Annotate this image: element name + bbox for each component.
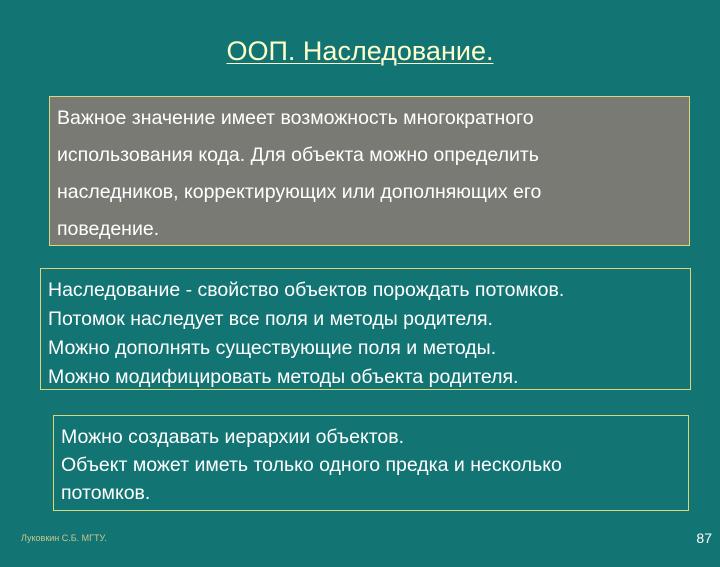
hierarchy-line-1: Можно создавать иерархии объектов. (61, 426, 405, 448)
definition-line-2: Потомок наследует все поля и методы родителя. (48, 308, 493, 330)
intro-text-box (49, 96, 690, 246)
hierarchy-line-3: потомков. (61, 482, 151, 504)
intro-line-4: поведение. (57, 218, 160, 240)
definition-line-4: Можно модифицировать методы объекта родителя. (48, 366, 519, 388)
intro-line-2: использования кода. Для объекта можно определить (57, 144, 539, 166)
definition-line-1: Наследование - свойство объектов порождать потомков. (48, 279, 565, 301)
intro-line-1: Важное значение имеет возможность многократного (57, 107, 534, 129)
hierarchy-line-2: Объект может иметь только одного предка и несколько (61, 454, 562, 476)
footer-author: Луковкин С.Б. МГТУ. (21, 533, 107, 543)
intro-line-3: наследников, корректирующих или дополняющих его (57, 181, 542, 203)
page-number: 87 (696, 530, 712, 546)
slide-title: ООП. Наследование. (226, 36, 494, 66)
hierarchy-box (53, 415, 689, 511)
definition-line-3: Можно дополнять существующие поля и методы. (48, 337, 497, 359)
inheritance-definition-box (40, 268, 691, 390)
